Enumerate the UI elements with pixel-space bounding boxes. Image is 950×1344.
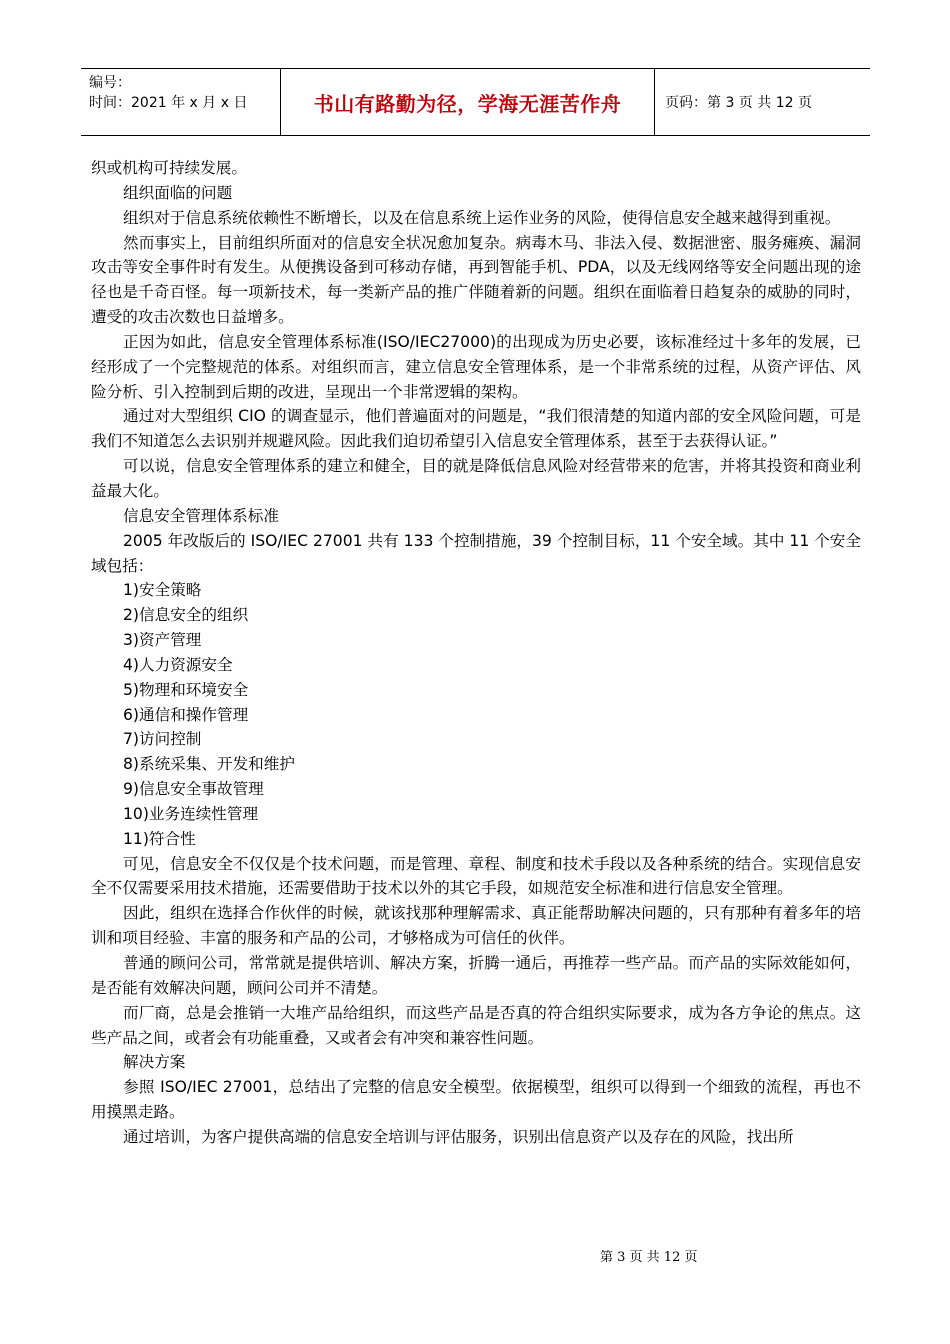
body-paragraph: 正因为如此，信息安全管理体系标准(ISO/IEC27000)的出现成为历史必要，该标准经过十多年的发展，已经形成了一个完整规范的体系。对组织而言，建立信息安全管理体系，是一个非常系统的过程，从资产评估、风险分析、引入控制到后期的改进，呈现出一个非常逻辑的架构。 [91, 332, 861, 401]
body-paragraph: 普通的顾问公司，常常就是提供培训、解决方案，折腾一通后，再推荐一些产品。而产品的实际效能如何，是否能有效解决问题，顾问公司并不清楚。 [91, 954, 861, 997]
section-heading: 解决方案 [123, 1053, 186, 1072]
body-paragraph: 织或机构可持续发展。 [91, 159, 247, 177]
list-item: 11)符合性 [123, 829, 196, 848]
page-header [81, 68, 870, 136]
section-heading: 组织面临的问题 [123, 183, 233, 202]
document-body [91, 156, 861, 1150]
body-paragraph: 2005 年改版后的 ISO/IEC 27001 共有 133 个控制措施，39 个控制目标，11 个安全域。其中 11 个安全域包括： [91, 531, 861, 575]
list-item: 2)信息安全的组织 [123, 606, 249, 625]
list-item: 1)安全策略 [123, 581, 202, 600]
body-paragraph: 参照 ISO/IEC 27001，总结出了完整的信息安全模型。依据模型，组织可以得到一个细致的流程，再也不用摸黑走路。 [91, 1078, 861, 1122]
list-item: 9)信息安全事故管理 [123, 780, 264, 799]
header-meta [81, 69, 281, 135]
list-item: 10)业务连续性管理 [123, 804, 259, 823]
body-paragraph: 通过对大型组织 CIO 的调查显示，他们普遍面对的问题是，“我们很清楚的知道内部的安全风险问题，可是我们不知道怎么去识别并规避风险。因此我们迫切希望引入信息安全管理体系，甚至于去获得认证。” [91, 407, 861, 451]
body-paragraph: 通过培训，为客户提供高端的信息安全培训与评估服务，识别出信息资产以及存在的风险，找出所 [123, 1127, 794, 1146]
list-item: 8)系统采集、开发和维护 [123, 755, 295, 774]
list-item: 7)访问控制 [123, 730, 202, 749]
document-number-label: 编号： [89, 75, 131, 91]
list-item: 3)资产管理 [123, 631, 202, 650]
body-paragraph: 然而事实上，目前组织所面对的信息安全状况愈加复杂。病毒木马、非法入侵、数据泄密、服务瘫痪、漏洞攻击等安全事件时有发生。从便携设备到可移动存储，再到智能手机、PDA，以及无线网络等安全问题出现的途径也是千奇百怪。每一项新技术，每一类新产品的推广伴随着新的问题。组织在面临着日趋复杂的威胁的同时，遭受的攻击次数也日益增多。 [91, 233, 861, 327]
section-heading: 信息安全管理体系标准 [123, 506, 279, 525]
page-footer: 第 3 页 共 12 页 [600, 1250, 698, 1265]
list-item: 6)通信和操作管理 [123, 705, 249, 724]
document-date-label: 时间：2021 年 x 月 x 日 [89, 95, 248, 111]
list-item: 5)物理和环境安全 [123, 680, 249, 699]
list-item: 4)人力资源安全 [123, 655, 233, 674]
body-paragraph: 而厂商，总是会推销一大堆产品给组织，而这些产品是否真的符合组织实际要求，成为各方争论的焦点。这些产品之间，或者会有功能重叠，又或者会有冲突和兼容性问题。 [91, 1003, 861, 1047]
header-page-label: 页码：第 3 页 共 12 页 [665, 95, 812, 111]
header-motto: 书山有路勤为径，学海无涯苦作舟 [281, 69, 655, 135]
body-paragraph: 可见，信息安全不仅仅是个技术问题，而是管理、章程、制度和技术手段以及各种系统的结合。实现信息安全不仅需要采用技术措施，还需要借助于技术以外的其它手段，如规范安全标准和进行信息安全管理。 [91, 854, 861, 898]
body-paragraph: 可以说，信息安全管理体系的建立和健全，目的就是降低信息风险对经营带来的危害，并将其投资和商业利益最大化。 [91, 457, 861, 500]
body-paragraph: 因此，组织在选择合作伙伴的时候，就该找那种理解需求、真正能帮助解决问题的，只有那种有着多年的培训和项目经验、丰富的服务和产品的公司，才够格成为可信任的伙伴。 [91, 904, 861, 948]
body-paragraph: 组织对于信息系统依赖性不断增长，以及在信息系统上运作业务的风险，使得信息安全越来越得到重视。 [123, 208, 841, 227]
